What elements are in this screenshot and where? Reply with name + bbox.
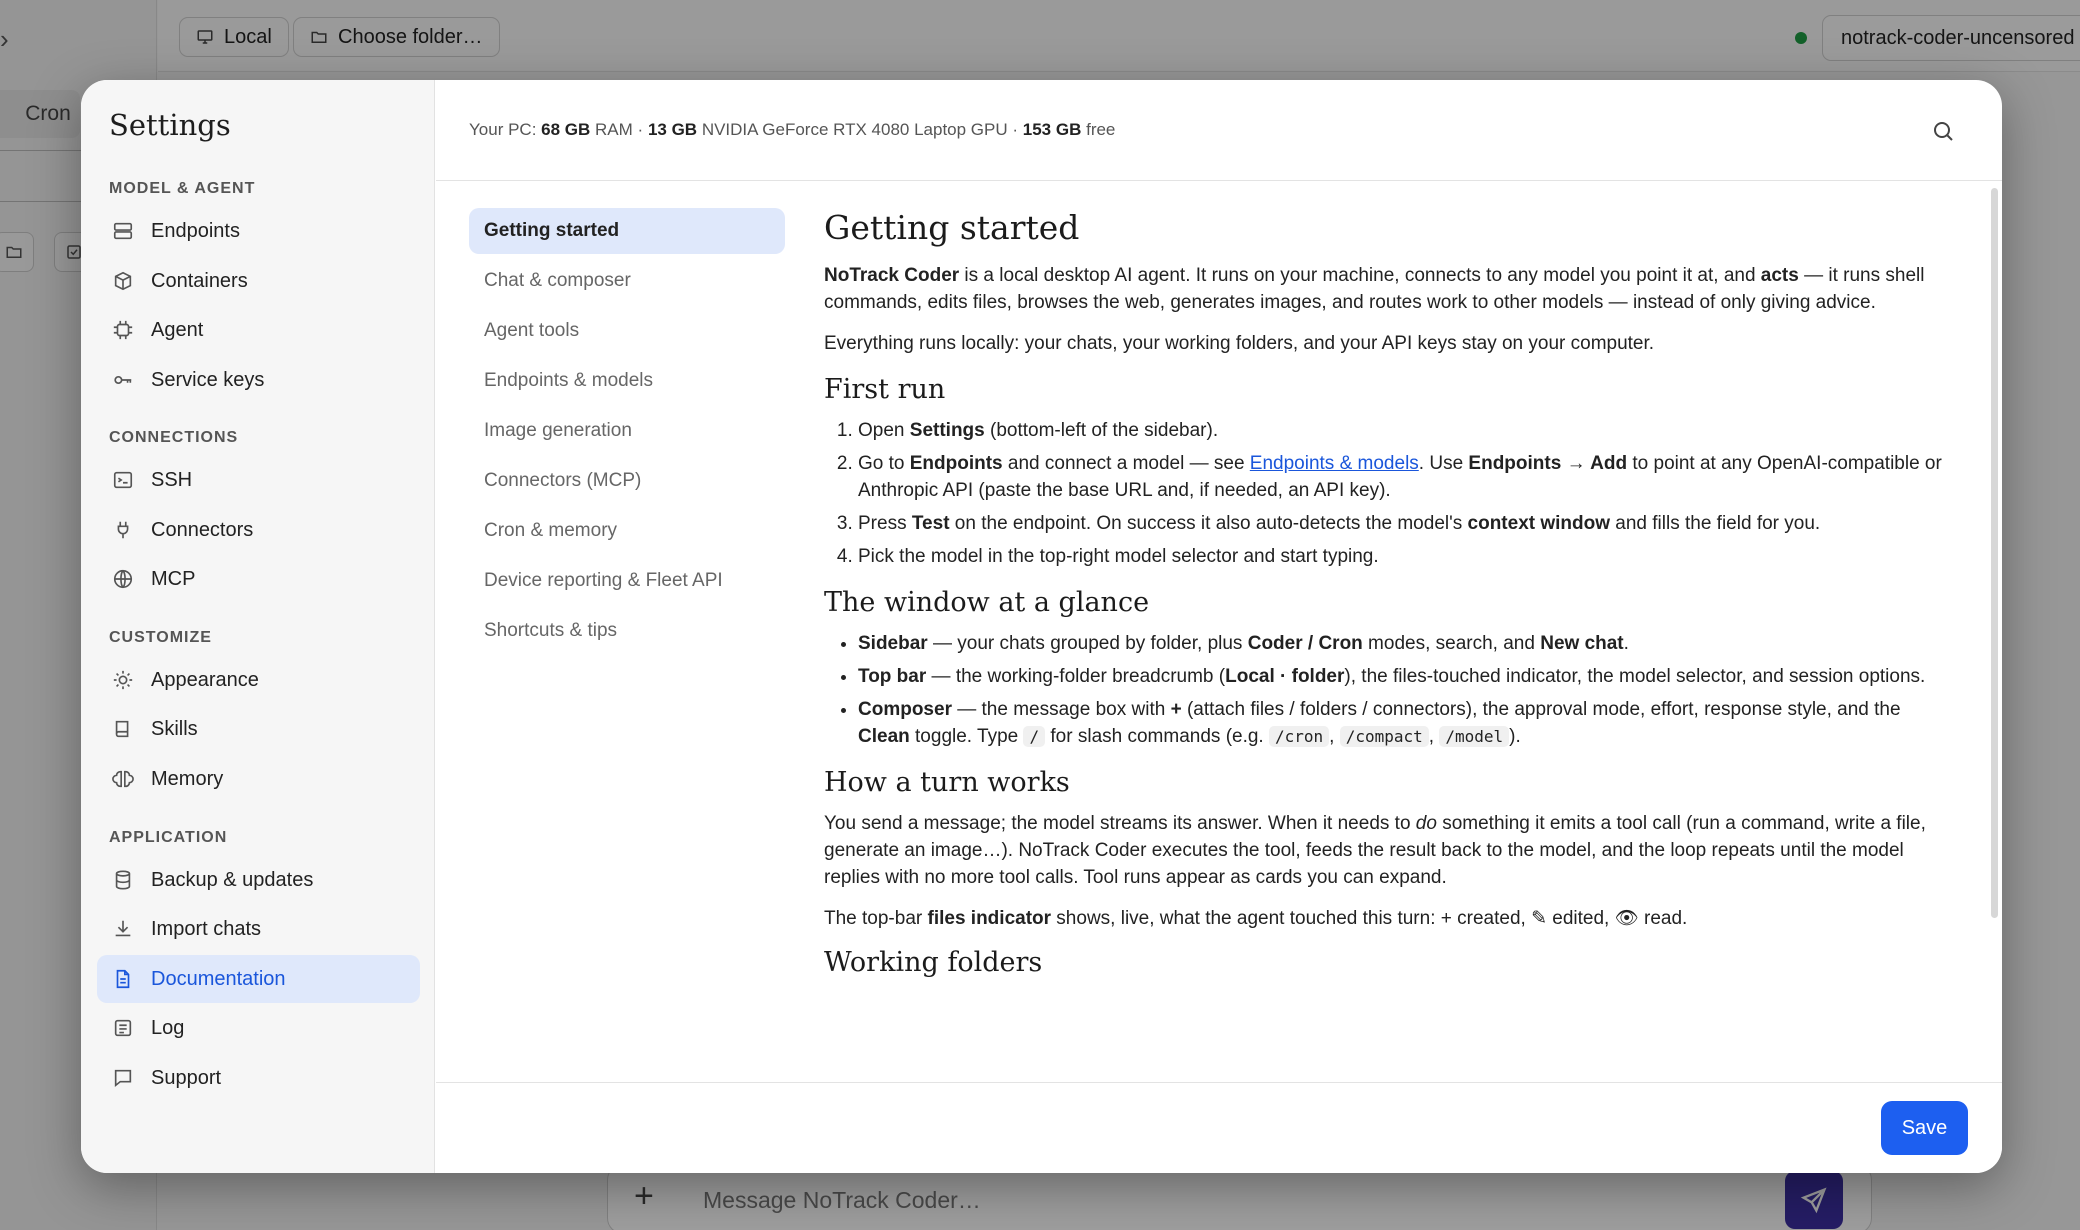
- nav-item-label: Support: [151, 1066, 222, 1089]
- nav-item-documentation[interactable]: [97, 955, 420, 1003]
- system-info: [469, 120, 1115, 140]
- search-icon: [1931, 119, 1955, 143]
- section-connections: CONNECTIONS: [109, 429, 239, 446]
- globe-icon: [111, 567, 135, 591]
- files-indicator-paragraph: The top-bar files indicator shows, live, what the agent touched this turn: + created, ✎ edited, 👁 read.: [824, 908, 1688, 929]
- disk-label: free: [1086, 120, 1116, 139]
- turn-paragraph: You send a message; the model streams its answer. When it needs to do something it emits a tool call (run a command, write a file, generate an image…). NoTrack Coder executes the tool, feeds the result back to the model, and the loop repeats until the model replies with no more tool calls. Tool runs appear as cards you can expand.: [824, 813, 1926, 888]
- list-item: • Composer — the message box with + (attach files / folders / connectors), the approval mode, effort, response style, and the Clean toggle. Type / for slash commands (e.g. /cron , /compact , /model ).: [858, 696, 1949, 750]
- first-run-steps: [824, 417, 1949, 570]
- database-icon: [111, 868, 135, 892]
- nav-item-label: Endpoints: [151, 219, 240, 242]
- section-model-agent: MODEL & AGENT: [109, 180, 256, 197]
- nav-item-label: SSH: [151, 468, 193, 491]
- heading-working-folders: Working folders: [824, 947, 1043, 978]
- doc-intro: NoTrack Coder is a local desktop AI agent. It runs on your machine, connects to any model you point it at, and acts — it runs shell commands, edits files, browses the web, generates images, and routes work to other models — instead of only giving advice.: [824, 265, 1925, 313]
- composer-placeholder: Message NoTrack Coder…: [703, 1187, 981, 1213]
- document-icon: [111, 967, 135, 991]
- location-label: Local: [224, 25, 272, 48]
- nav-item-label: Agent: [151, 318, 204, 341]
- nav-item-label: Documentation: [151, 967, 286, 990]
- nav-item-service-keys[interactable]: [97, 356, 420, 404]
- nav-item-backup-updates[interactable]: [97, 856, 420, 904]
- settings-nav: [81, 80, 435, 1173]
- settings-title: Settings: [109, 108, 231, 142]
- plus-icon[interactable]: +: [634, 1177, 654, 1215]
- chevron-right-icon[interactable]: ›: [0, 24, 9, 54]
- ram-label: RAM ·: [595, 120, 644, 139]
- nav-item-label: Memory: [151, 767, 224, 790]
- close-button[interactable]: [1990, 112, 2002, 150]
- settings-footer: [436, 1082, 2002, 1173]
- nav-item-skills[interactable]: [97, 705, 420, 753]
- nav-item-label: Containers: [151, 269, 248, 292]
- list-item: • Sidebar — your chats grouped by folder, plus Coder / Cron modes, search, and New chat.: [858, 630, 1949, 657]
- nav-item-connectors[interactable]: [97, 506, 420, 554]
- sysinfo-prefix: Your PC:: [469, 120, 537, 139]
- download-icon: [111, 917, 135, 941]
- settings-modal: [81, 80, 2002, 1173]
- box-icon: [111, 269, 135, 293]
- toc-item-shortcuts-tips[interactable]: Shortcuts & tips: [484, 620, 618, 641]
- close-icon: [1998, 120, 2002, 142]
- nav-item-appearance[interactable]: [97, 656, 420, 704]
- section-application: APPLICATION: [109, 829, 228, 846]
- list-item: 2. Go to Endpoints and connect a model — see Endpoints & models. Use Endpoints → Add to point at any OpenAI-compatible or Anthropic API (paste the base URL and, if needed, an API key).: [858, 450, 1949, 504]
- endpoints-models-link[interactable]: Endpoints & models: [1249, 453, 1419, 474]
- list-item: 3. Press Test on the endpoint. On success it also auto-detects the model's context window and fills the field for you.: [858, 510, 1949, 537]
- nav-item-label: MCP: [151, 567, 196, 590]
- toc-item-agent-tools[interactable]: Agent tools: [484, 320, 580, 341]
- nav-item-label: Appearance: [151, 668, 259, 691]
- nav-item-containers[interactable]: [97, 257, 420, 305]
- doc-content: [824, 208, 1949, 1020]
- nav-item-label: Connectors: [151, 518, 254, 541]
- model-selector-label: notrack-coder-uncensored: [1841, 26, 2075, 49]
- sun-icon: [111, 668, 135, 692]
- toc-item-device-reporting[interactable]: Device reporting & Fleet API: [484, 570, 723, 591]
- terminal-icon: [111, 468, 135, 492]
- heading-window-glance: The window at a glance: [824, 587, 1150, 618]
- heading-first-run: First run: [824, 374, 946, 405]
- chat-bubble-icon: [111, 1066, 135, 1090]
- key-icon: [111, 368, 135, 392]
- server-icon: [111, 219, 135, 243]
- toc-item-image-generation[interactable]: Image generation: [484, 420, 632, 441]
- save-button[interactable]: Save: [1881, 1101, 1968, 1155]
- nav-item-import-chats[interactable]: [97, 905, 420, 953]
- settings-header: [436, 80, 2002, 181]
- cron-tab-label: Cron: [25, 102, 71, 125]
- list-item: • Top bar — the working-folder breadcrumb (Local · folder), the files-touched indicator, the model selector, and session options.: [858, 663, 1949, 690]
- toc-item-getting-started[interactable]: Getting started: [469, 208, 785, 254]
- plug-icon: [111, 518, 135, 542]
- ram-value: 68 GB: [541, 120, 591, 139]
- doc-scrollbar[interactable]: [1991, 188, 1998, 918]
- section-customize: CUSTOMIZE: [109, 629, 212, 646]
- nav-item-endpoints[interactable]: [97, 207, 420, 255]
- nav-item-label: Service keys: [151, 368, 265, 391]
- nav-item-agent[interactable]: [97, 306, 420, 354]
- nav-item-mcp[interactable]: [97, 555, 420, 603]
- toc-item-endpoints-models[interactable]: Endpoints & models: [484, 370, 653, 391]
- list-item: 4. Pick the model in the top-right model selector and start typing.: [858, 543, 1949, 570]
- heading-how-turn-works: How a turn works: [824, 767, 1070, 798]
- nav-item-label: Import chats: [151, 917, 262, 940]
- disk-value: 153 GB: [1022, 120, 1082, 139]
- nav-item-log[interactable]: [97, 1004, 420, 1052]
- settings-main: [436, 80, 2002, 1173]
- choose-folder-label: Choose folder…: [338, 25, 483, 48]
- brain-icon: [111, 767, 135, 791]
- log-icon: [111, 1016, 135, 1040]
- gpu-label: NVIDIA GeForce RTX 4080 Laptop GPU ·: [701, 120, 1019, 139]
- book-icon: [111, 717, 135, 741]
- nav-item-label: Backup & updates: [151, 868, 314, 891]
- doc-local-note: Everything runs locally: your chats, your working folders, and your API keys stay on your computer.: [824, 333, 1655, 354]
- nav-item-label: Log: [151, 1016, 185, 1039]
- gpu-value: 13 GB: [647, 120, 698, 139]
- nav-item-memory[interactable]: [97, 755, 420, 803]
- search-button[interactable]: [1924, 112, 1962, 150]
- toc-item-chat-composer[interactable]: Chat & composer: [484, 270, 631, 291]
- cpu-icon: [111, 318, 135, 342]
- glance-list: [824, 630, 1949, 750]
- nav-item-support[interactable]: [97, 1054, 420, 1102]
- toc-item-connectors-mcp[interactable]: Connectors (MCP): [484, 470, 642, 491]
- toc-item-cron-memory[interactable]: Cron & memory: [484, 520, 618, 541]
- list-item: 1. Open Settings (bottom-left of the sidebar).: [858, 417, 1949, 444]
- nav-item-ssh[interactable]: [97, 456, 420, 504]
- doc-toc: [469, 208, 785, 658]
- nav-item-label: Skills: [151, 717, 198, 740]
- doc-title: Getting started: [824, 208, 1080, 247]
